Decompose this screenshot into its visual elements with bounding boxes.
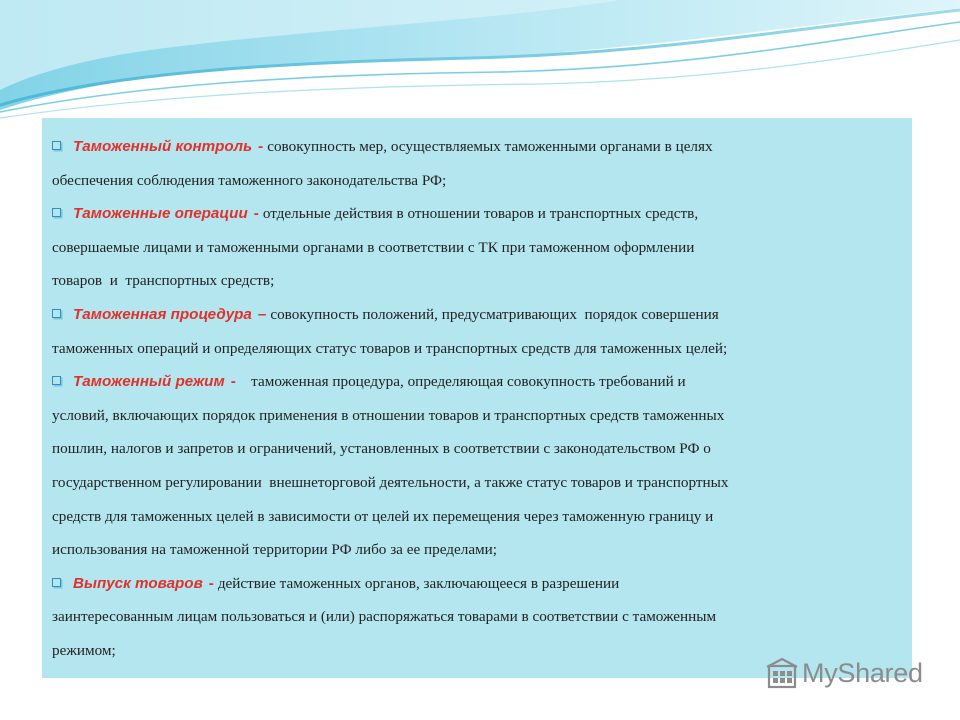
definition-line xyxy=(52,500,896,534)
definition-text: обеспечения соблюдения таможенного законодательства РФ; xyxy=(52,171,447,189)
term-title: Таможенный контроль xyxy=(73,138,253,155)
definition-line xyxy=(52,432,896,466)
definition-item xyxy=(52,298,896,365)
term-dash: – xyxy=(257,305,267,323)
term-title: Таможенные операции xyxy=(73,205,248,223)
definition-text: товаров и транспортных средств; xyxy=(52,272,275,290)
definition-line xyxy=(52,600,896,634)
definition-line xyxy=(52,533,896,567)
definition-first-line xyxy=(52,567,896,601)
definition-line xyxy=(52,332,896,366)
definition-text: таможенная процедура, определяющая совокупность требований и xyxy=(239,373,686,391)
definition-text: режимом; xyxy=(52,641,116,659)
definition-item xyxy=(52,130,896,197)
definition-text: заинтересованным лицам пользоваться и (или) распоряжаться товарами в соответствии с таможенным xyxy=(52,608,717,626)
term-title: Таможенный режим xyxy=(73,373,225,391)
definition-first-line xyxy=(52,298,896,332)
definition-first-line xyxy=(52,365,896,399)
definition-first-line xyxy=(52,130,896,164)
definition-text: отдельные действия в отношении товаров и транспортных средств, xyxy=(262,205,699,223)
building-icon xyxy=(766,657,802,689)
square-bullet-icon xyxy=(52,309,61,318)
definition-text: условий, включающих порядок применения в отношении товаров и транспортных средств таможенных xyxy=(52,406,725,424)
definition-text: таможенных операций и определяющих статус товаров и транспортных средств для таможенных целей; xyxy=(52,339,728,357)
definition-text: использования на таможенной территории РФ либо за ее пределами; xyxy=(52,541,498,559)
definition-item xyxy=(52,567,896,668)
definition-text: средств для таможенных целей в зависимости от целей их перемещения через таможенную границу и xyxy=(52,507,714,525)
logo-text: MyShared xyxy=(802,657,923,688)
definition-line xyxy=(52,264,896,298)
definition-text: действие таможенных органов, заключающееся в разрешении xyxy=(217,574,620,592)
term-title: Таможенная процедура xyxy=(73,305,252,323)
term-title: Выпуск товаров xyxy=(73,574,203,592)
definition-text: совокупность мер, осуществляемых таможенными органами в целях xyxy=(267,138,713,155)
myshared-logo xyxy=(766,656,923,690)
definition-text: пошлин, налогов и запретов и ограничений, установленных в соответствии с законодательством РФ о xyxy=(52,440,711,458)
header-wave-decoration xyxy=(0,0,960,130)
definitions-panel xyxy=(42,118,912,678)
term-dash: - xyxy=(208,574,214,592)
definition-text: государственном регулировании внешнеторговой деятельности, а также статус товаров и транспортных xyxy=(52,473,729,491)
definition-line xyxy=(52,164,896,198)
square-bullet-icon xyxy=(52,376,61,385)
square-bullet-icon xyxy=(52,141,61,150)
term-dash: - xyxy=(258,138,264,155)
square-bullet-icon xyxy=(52,578,61,587)
definition-item xyxy=(52,365,896,567)
definition-line xyxy=(52,399,896,433)
definition-item xyxy=(52,197,896,298)
definition-line xyxy=(52,231,896,265)
term-dash: - xyxy=(230,373,236,391)
definition-line xyxy=(52,466,896,500)
square-bullet-icon xyxy=(52,208,61,217)
definition-text: совершаемые лицами и таможенными органами в соответствии с ТК при таможенном оформлении xyxy=(52,238,695,256)
definition-text: совокупность положений, предусматривающих порядок совершения xyxy=(270,305,719,323)
term-dash: - xyxy=(253,205,259,223)
definition-first-line xyxy=(52,197,896,231)
